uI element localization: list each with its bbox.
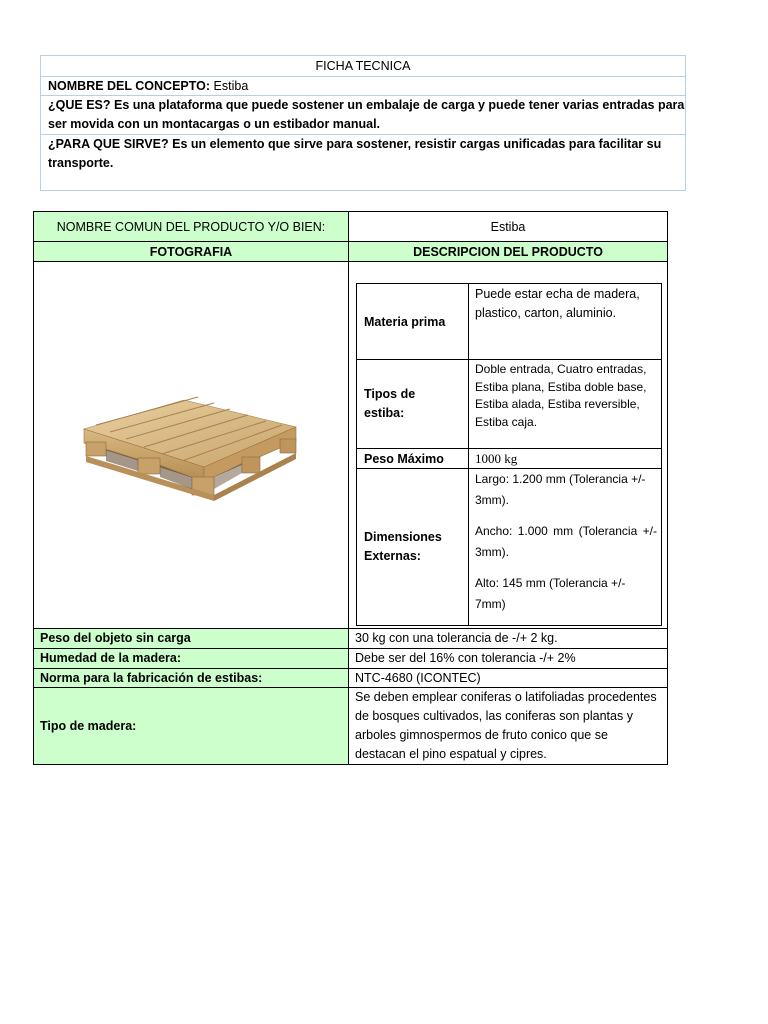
alto-text: Alto: 145 mm (Tolerancia +/- 7mm) — [475, 576, 626, 611]
photo-header — [34, 242, 348, 261]
photo-header-text: FOTOGRAFIA — [149, 244, 233, 259]
que-es-label: ¿QUE ES? — [48, 98, 111, 112]
tipo-madera-label-text: Tipo de madera: — [40, 719, 137, 733]
peso-sin-carga-label-text: Peso del objeto sin carga — [40, 631, 191, 645]
description-table — [356, 283, 662, 626]
tipo-madera-value-text: Se deben emplear coniferas o latifoliadas procedentes de bosques cultivados, las coniferas son plantas y arboles gimnospermos de fruto conico que se destacan el pino espatual y cipres. — [355, 690, 657, 761]
description-header — [349, 242, 667, 261]
peso-maximo-value: 1000 kg — [475, 451, 518, 466]
common-name-value-cell — [349, 212, 667, 241]
common-name-value: Estiba — [490, 219, 526, 234]
peso-sin-carga-value — [349, 629, 667, 648]
tipos-value: Doble entrada, Cuatro entradas, Estiba plana, Estiba doble base, Estiba alada, Estiba reversible, Estiba caja. — [475, 362, 647, 429]
humedad-value — [349, 649, 667, 668]
para-que-label: ¿PARA QUE SIRVE? — [48, 137, 169, 151]
concept-value: Estiba — [213, 79, 249, 93]
norma-value — [349, 669, 667, 687]
que-es-row — [41, 96, 685, 135]
dimensiones-label: Dimensiones Externas: — [364, 530, 442, 563]
norma-value-text: NTC-4680 (ICONTEC) — [355, 671, 481, 685]
common-name-label: NOMBRE COMUN DEL PRODUCTO Y/O BIEN: — [56, 219, 326, 234]
sheet-title: FICHA TECNICA — [41, 56, 685, 77]
materia-label: Materia prima — [364, 314, 446, 329]
peso-sin-carga-label — [34, 629, 348, 648]
tipo-madera-label — [34, 688, 348, 764]
tipo-madera-value — [349, 688, 667, 764]
tipos-label: Tipos de estiba: — [364, 387, 416, 420]
product-table — [33, 211, 668, 765]
ancho-text: Ancho: 1.000 mm (Tolerancia +/- 3mm). — [475, 524, 657, 559]
humedad-label — [34, 649, 348, 668]
para-que-row — [41, 135, 685, 173]
norma-label-text: Norma para la fabricación de estibas: — [40, 671, 263, 685]
humedad-value-text: Debe ser del 16% con tolerancia -/+ 2% — [355, 651, 576, 665]
pallet-photo — [74, 337, 314, 517]
common-name-label-cell — [34, 212, 348, 241]
largo-text: Largo: 1.200 mm (Tolerancia +/- 3mm). — [475, 472, 646, 507]
concept-label: NOMBRE DEL CONCEPTO: — [48, 79, 211, 93]
para-que-text: Es un elemento que sirve para sostener, resistir cargas unificadas para facilitar su transporte. — [48, 137, 662, 170]
concept-info-box — [40, 55, 686, 191]
que-es-text: Es una plataforma que puede sostener un embalaje de carga y puede tener varias entradas para ser movida con un montacargas o un estibador manual. — [48, 98, 685, 131]
description-header-text: DESCRIPCION DEL PRODUCTO — [413, 244, 603, 259]
dimensiones-value — [469, 469, 661, 625]
norma-label — [34, 669, 348, 687]
materia-value: Puede estar echa de madera, plastico, carton, aluminio. — [475, 287, 640, 320]
peso-maximo-label: Peso Máximo — [364, 451, 444, 466]
pallet-image — [74, 337, 314, 517]
humedad-label-text: Humedad de la madera: — [40, 651, 182, 665]
peso-sin-carga-value-text: 30 kg con una tolerancia de -/+ 2 kg. — [355, 631, 558, 645]
concept-name-row — [41, 77, 685, 96]
